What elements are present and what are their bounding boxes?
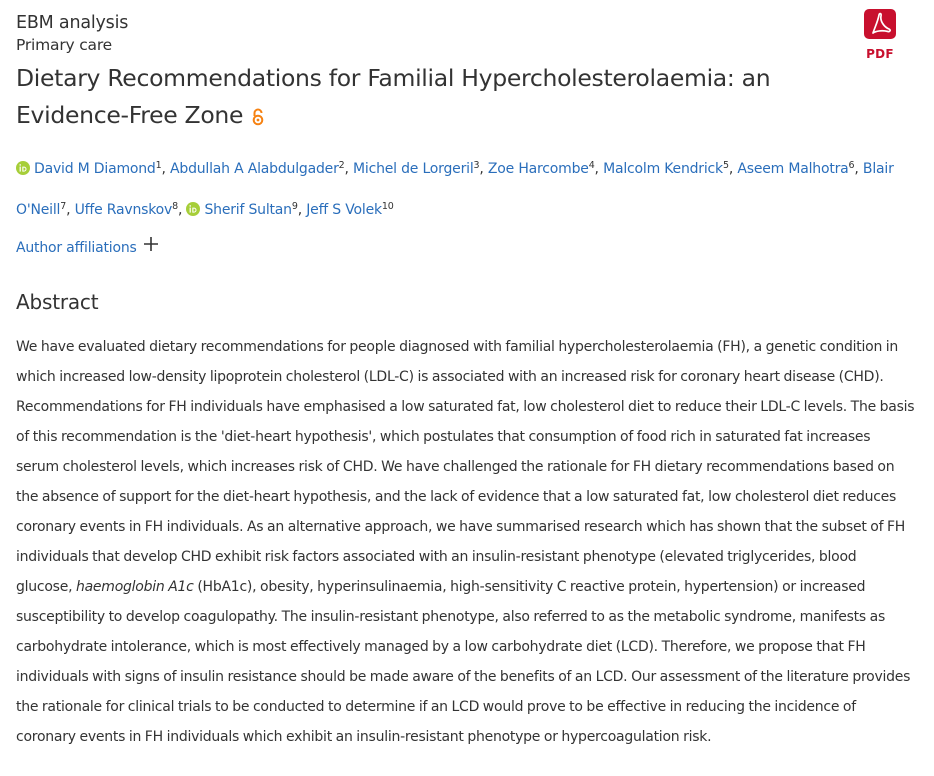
abstract-heading: Abstract (16, 290, 99, 314)
author-affiliation-number: 10 (381, 201, 394, 212)
author-affiliation-number: 8 (172, 201, 178, 212)
open-access-lock-icon (251, 100, 265, 137)
article-header (16, 12, 916, 766)
author-list (16, 148, 916, 230)
author-separator: , (728, 161, 738, 177)
author-separator: , (479, 161, 488, 177)
abstract-text (16, 332, 916, 752)
abstract-italic-term: haemoglobin A1c (75, 578, 194, 595)
author-name: David M Diamond (34, 161, 156, 177)
author-link[interactable] (603, 161, 723, 177)
author-affiliation-number: 5 (722, 160, 729, 171)
plus-icon (143, 236, 159, 260)
author-link[interactable] (488, 161, 589, 177)
author-separator: , (66, 202, 75, 218)
author-name: Abdullah A Alabdulgader (170, 161, 339, 177)
author-name: Aseem Malhotra (737, 161, 849, 177)
author-affiliation-number: 2 (338, 160, 345, 171)
article-title-text: Dietary Recommendations for Familial Hypercholesterolaemia: an Evidence-Free Zone (16, 64, 771, 129)
author-separator: , (594, 161, 604, 177)
author-name: Uffe Ravnskov (74, 202, 173, 218)
article-subtype: Primary care (16, 36, 113, 54)
author-affiliation-number: 7 (60, 201, 67, 212)
author-separator: , (854, 161, 863, 177)
author-affiliation-number: 4 (588, 160, 595, 171)
pdf-icon (863, 8, 897, 44)
orcid-icon[interactable] (186, 194, 200, 230)
author-link[interactable] (75, 202, 172, 218)
article-type: EBM analysis (16, 13, 129, 33)
author-link[interactable] (737, 161, 848, 177)
author-separator: , (161, 161, 170, 177)
author-separator: , (344, 161, 354, 177)
author-affiliations-toggle[interactable] (16, 236, 916, 260)
orcid-icon[interactable] (16, 153, 30, 189)
author-link[interactable] (353, 161, 474, 177)
author-link[interactable] (306, 202, 382, 218)
author-affiliations-label: Author affiliations (16, 240, 137, 256)
author-name: Zoe Harcombe (487, 161, 589, 177)
author-name: Malcolm Kendrick (603, 161, 723, 177)
author-name: Sherif Sultan (204, 202, 292, 218)
author-affiliation-number: 9 (291, 201, 298, 212)
abstract-text-part1: We have evaluated dietary recommendations for people diagnosed with familial hypercholesterolaemia (FH), a genetic condition in which increased low-density lipoprotein cholesterol (LDL-C) is associated with an increased risk for coronary heart disease (CHD). Recommendations for FH individuals have emphasised a low saturated fat, low cholesterol diet to reduce their LDL-C levels. The basis of this recommendation is the 'diet-heart hypothesis', which postulates that consumption of food rich in saturated fat increases serum cholesterol levels, which increases risk of CHD. We have challenged the rationale for FH dietary recommendations based on the absence of support for the diet-heart hypothesis, and the lack of evidence that a low saturated fat, low cholesterol diet reduces coronary events in FH individuals. As an alternative approach, we have summarised research which has shown that the subset of FH individuals that develop CHD exhibit risk factors associated with an insulin-resistant phenotype (elevated triglycerides, blood glucose, (16, 338, 915, 595)
author-affiliation-number: 3 (473, 160, 480, 171)
author-name: Jeff S Volek (306, 202, 382, 218)
author-link[interactable] (170, 161, 339, 177)
pdf-download-button[interactable] (860, 8, 900, 64)
pdf-label: PDF (866, 47, 894, 61)
author-name: Michel de Lorgeril (353, 161, 474, 177)
abstract-text-part2: (HbA1c), obesity, hyperinsulinaemia, high-sensitivity C reactive protein, hypertension) or increased susceptibility to develop coagulopathy. The insulin-resistant phenotype, also referred to as the metabolic syndrome, manifests as carbohydrate intolerance, which is most effectively managed by a low carbohydrate diet (LCD). Therefore, we propose that FH individuals with signs of insulin resistance should be made aware of the benefits of an LCD. Our assessment of the literature provides the rationale for clinical trials to be conducted to determine if an LCD would prove to be effective in reducing the incidence of coronary events in FH individuals which exhibit an insulin-resistant phenotype or hypercoagulation risk. (16, 578, 911, 745)
author-link[interactable] (186, 202, 291, 218)
author-separator: , (177, 202, 187, 218)
author-separator: , (297, 202, 307, 218)
author-affiliation-number: 1 (155, 160, 162, 171)
author-name: Blair O'Neill (16, 161, 894, 218)
article-title (16, 60, 816, 137)
author-affiliation-number: 6 (848, 160, 855, 171)
author-link[interactable] (16, 161, 156, 177)
